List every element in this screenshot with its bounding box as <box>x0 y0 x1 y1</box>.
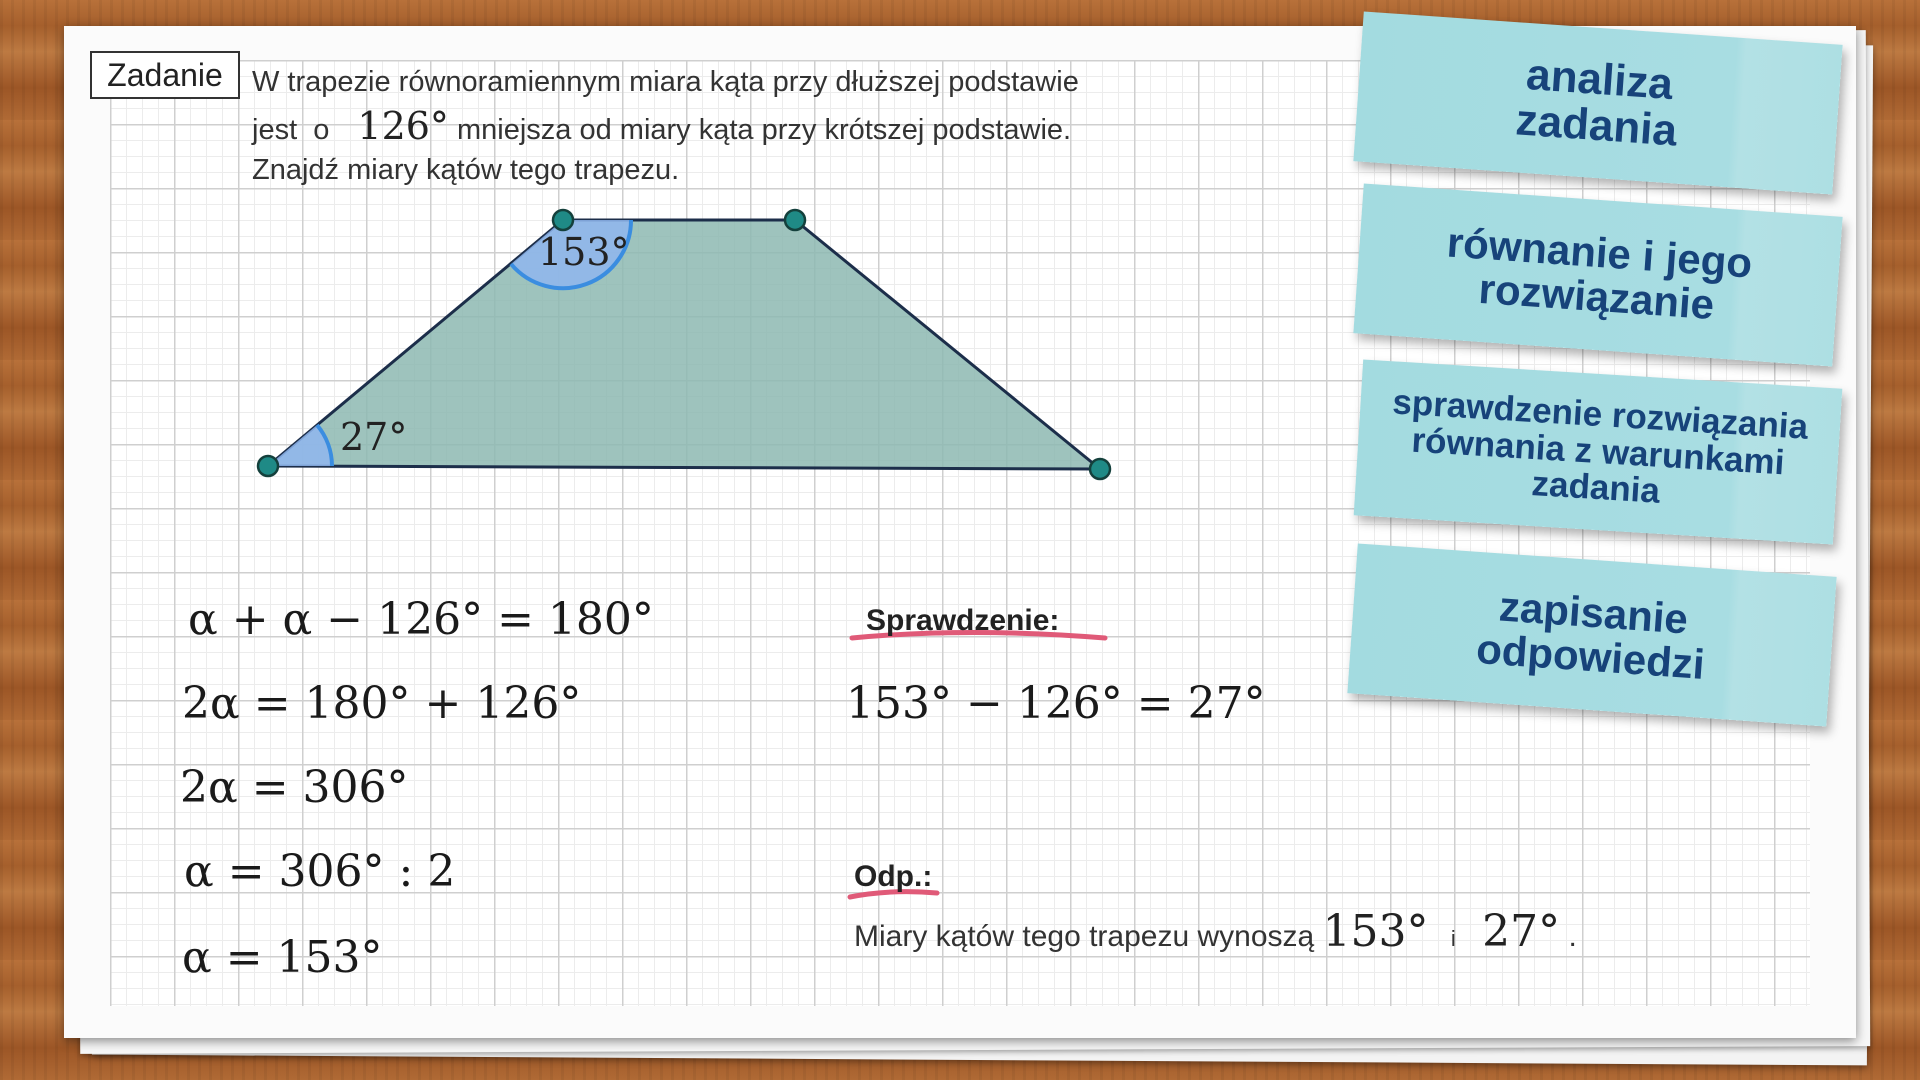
answer-period: . <box>1568 920 1577 953</box>
answer-text: Miary kątów tego trapezu wynoszą <box>854 920 1315 953</box>
equation-4: α = 306° : 2 <box>184 846 456 897</box>
note-solution-check[interactable] <box>1354 359 1843 544</box>
equation-3: 2α = 306° <box>180 762 409 813</box>
answer-sentence <box>854 906 1577 957</box>
note-answer-writing-label: zapisanie odpowiedzi <box>1474 582 1707 688</box>
note-task-analysis-label: analiza zadania <box>1514 49 1679 156</box>
answer-heading: Odp.: <box>854 860 933 893</box>
check-heading: Sprawdzenie: <box>866 604 1060 637</box>
vertex-top-right[interactable] <box>785 210 805 230</box>
task-line-2-suffix: mniejsza od miary kąta przy krótszej podstawie. <box>457 114 1072 146</box>
note-equation-solution-label: równanie i jego rozwiązanie <box>1445 218 1754 329</box>
vertex-top-left[interactable] <box>553 210 573 230</box>
equation-1: α + α − 126° = 180° <box>188 594 654 645</box>
task-line-2-prefix: jest <box>252 114 298 146</box>
task-label: Zadanie <box>107 56 223 93</box>
task-line-2-number: 126° <box>357 104 449 148</box>
task-line-2-o: o <box>313 114 330 146</box>
vertex-bottom-left[interactable] <box>258 456 278 476</box>
note-solution-check-label: sprawdzenie rozwiązania równania z warunkami zadania <box>1391 382 1810 512</box>
answer-value-1: 153° <box>1322 906 1429 957</box>
vertex-bottom-right[interactable] <box>1090 459 1110 479</box>
equation-5: α = 153° <box>182 932 383 983</box>
angle-label-bottom: 27° <box>340 415 408 459</box>
task-line-3: Znajdź miary kątów tego trapezu. <box>252 154 680 186</box>
answer-value-2: 27° <box>1482 906 1561 957</box>
check-equation: 153° − 126° = 27° <box>846 678 1266 729</box>
angle-label-top: 153° <box>538 230 630 274</box>
task-line-1: W trapezie równoramiennym miara kąta przy dłuższej podstawie <box>252 66 1079 98</box>
equation-2: 2α = 180° + 126° <box>182 678 582 729</box>
answer-conjunction: i <box>1450 926 1456 951</box>
